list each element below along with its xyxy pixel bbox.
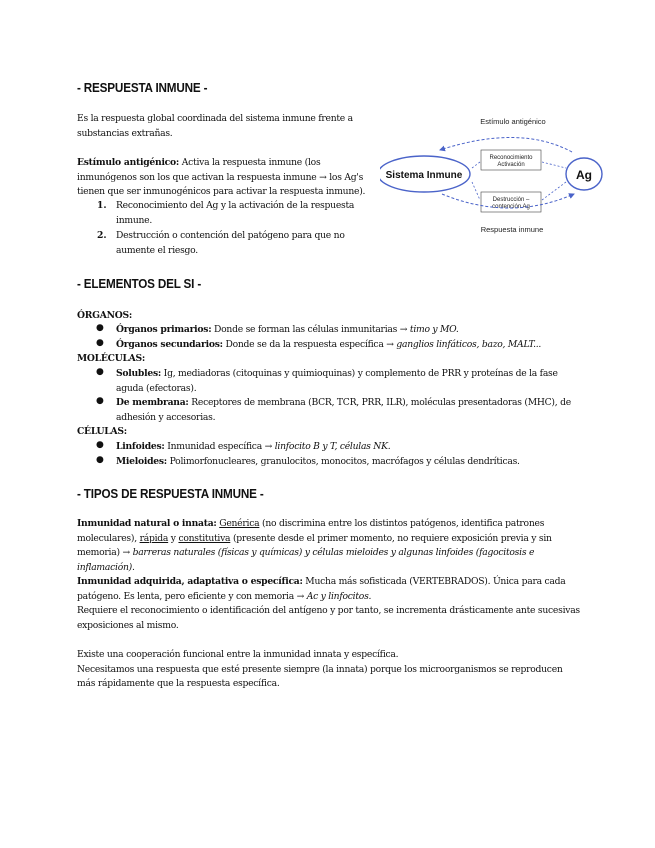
connector-line	[542, 162, 566, 168]
section-title-elementos: - ELEMENTOS DEL SI -	[77, 276, 202, 291]
connector-line	[542, 182, 566, 200]
text-line: más rápidamente que la respuesta específica.	[77, 678, 280, 689]
connector-line	[472, 182, 480, 200]
cell-item	[116, 440, 586, 455]
list-number: 2.	[97, 230, 107, 241]
bullet-icon: ●	[96, 455, 104, 465]
item-text: Polimorfonucleares, granulocitos, monocitos, macrófagos y células dendríticas.	[166, 456, 520, 467]
body-text: patógeno. Es lenta, pero eficiente y con memoria →	[77, 590, 307, 602]
italic-text: inflamación).	[77, 561, 135, 573]
list-item-line: inmune.	[116, 214, 153, 226]
body-text: Mucha más sofisticada (VERTEBRADOS). Única para cada	[302, 576, 566, 587]
organos-label: ÓRGANOS:	[77, 310, 133, 321]
list-item-line: aumente el riesgo.	[116, 244, 198, 256]
body-text: y	[168, 532, 179, 544]
bullet-icon: ●	[96, 440, 104, 450]
destruction-label: Destrucción –	[492, 197, 530, 203]
celulas-label: CÉLULAS:	[77, 426, 127, 437]
bullet-icon: ●	[96, 323, 104, 333]
moleculas-label: MOLÉCULAS:	[77, 353, 146, 364]
response-label: Respuesta inmune	[480, 225, 544, 234]
list-item-line: Destrucción o contención del patógeno para que no	[116, 230, 345, 241]
adaptive-label: Inmunidad adquirida, adaptativa o específica:	[77, 576, 303, 587]
cell-item	[116, 455, 586, 470]
list-item-1	[116, 199, 366, 228]
item-text: Donde se forman las células inmunitarias →	[211, 324, 410, 335]
stimulus-text: Activa la respuesta inmune (los	[179, 157, 321, 168]
list-number: 1.	[97, 200, 107, 211]
stimulus-label: Estímulo antigénico:	[77, 157, 180, 168]
list-item-line: Reconocimiento del Ag y la activación de la respuesta	[116, 200, 355, 211]
item-label: Órganos primarios:	[116, 324, 212, 335]
intro-line: substancias extrañas.	[77, 127, 173, 139]
item-text: Inmunidad específica →	[164, 441, 275, 452]
text-line: Necesitamos una respuesta que esté presente siempre (la innata) porque los microorganismos se reproducen	[77, 663, 563, 675]
italic-text: Ac y linfocitos.	[306, 590, 372, 602]
section-title-respuesta-inmune: - RESPUESTA INMUNE -	[77, 80, 208, 95]
item-italic: linfocito B y T, células NK.	[274, 441, 391, 452]
stimulus-line: tienen que ser inmunogénicos para activar la respuesta inmune).	[77, 186, 366, 197]
list-item-2	[116, 229, 366, 258]
item-italic: ganglios linfáticos, bazo, MALT...	[396, 339, 542, 350]
body-text: (no discrimina entre los distintos patógenos, identifica patrones	[259, 518, 545, 529]
text-line	[77, 561, 582, 576]
body-text: memoria) →	[77, 547, 133, 558]
item-label: Mieloides:	[116, 456, 167, 467]
molecule-item	[116, 367, 586, 396]
bullet-icon: ●	[96, 396, 104, 406]
item-text: Receptores de membrana (BCR, TCR, PRR, ILR), moléculas presentadoras (MHC), de	[188, 397, 571, 408]
intro-paragraph	[77, 112, 377, 141]
activation-label: Activación	[497, 162, 525, 168]
organ-item	[116, 338, 596, 353]
recognition-label: Reconocimiento	[489, 155, 533, 161]
rapida-text: rápida	[139, 532, 169, 544]
text-line: exposiciones al mismo.	[77, 619, 179, 631]
connector-line	[472, 162, 480, 168]
text-line	[77, 517, 582, 532]
item-label: De membrana:	[116, 397, 189, 408]
item-text: Ig, mediadoras (citoquinas y quimioquinas) y complemento de PRR y proteínas de la fase	[161, 368, 558, 379]
generica-text: Genérica	[219, 518, 260, 529]
item-text: Donde se da la respuesta específica →	[222, 339, 397, 350]
stimulus-label: Estímulo antigénico	[480, 117, 546, 126]
antigen-label: Ag	[576, 168, 592, 182]
item-label: Órganos secundarios:	[116, 339, 223, 350]
organ-item	[116, 323, 596, 338]
text-line: Requiere el reconocimiento o identificación del antígeno y por tanto, se incrementa drásticamente ante sucesivas	[77, 605, 580, 616]
immune-response-diagram	[380, 112, 610, 240]
celulas-heading	[77, 425, 127, 440]
section-title-tipos: - TIPOS DE RESPUESTA INMUNE -	[77, 486, 264, 501]
immune-system-label: Sistema Inmune	[385, 170, 463, 181]
innate-label: Inmunidad natural o innata:	[77, 518, 217, 529]
body-text: (presente desde el primer momento, no requiere exposición previa y sin	[230, 532, 552, 544]
item-line	[116, 396, 586, 411]
italic-text: barreras naturales (físicas y químicas) y células mieloides y algunas linfoides (fagocitosis e	[132, 547, 535, 558]
molecule-item	[116, 396, 586, 425]
bullet-icon: ●	[96, 338, 104, 348]
cooperation-paragraph	[77, 648, 582, 692]
organos-heading	[77, 309, 132, 324]
text-line: Existe una cooperación funcional entre la inmunidad innata y específica.	[77, 649, 399, 660]
intro-line: Es la respuesta global coordinada del sistema inmune frente a	[77, 113, 353, 124]
constitutiva-text: constitutiva	[178, 532, 231, 544]
types-paragraph	[77, 517, 582, 633]
stimulus-line: inmunógenos son los que activan la respuesta inmune → los Ag's	[77, 171, 364, 183]
item-line: adhesión y accesorias.	[116, 411, 216, 423]
text-line	[77, 575, 582, 590]
stimulus-line	[77, 156, 387, 171]
bullet-icon: ●	[96, 367, 104, 377]
item-italic: timo y MO.	[409, 324, 459, 335]
item-line	[116, 367, 586, 382]
text-line	[77, 532, 582, 547]
moleculas-heading	[77, 352, 145, 367]
body-text: moleculares),	[77, 532, 140, 544]
item-label: Linfoides:	[116, 441, 165, 452]
stimulus-paragraph	[77, 156, 387, 200]
text-line	[77, 590, 582, 605]
text-line	[77, 546, 582, 561]
item-line: aguda (efectoras).	[116, 382, 197, 394]
item-label: Solubles:	[116, 368, 162, 379]
containment-label: contención Ag	[492, 204, 530, 210]
